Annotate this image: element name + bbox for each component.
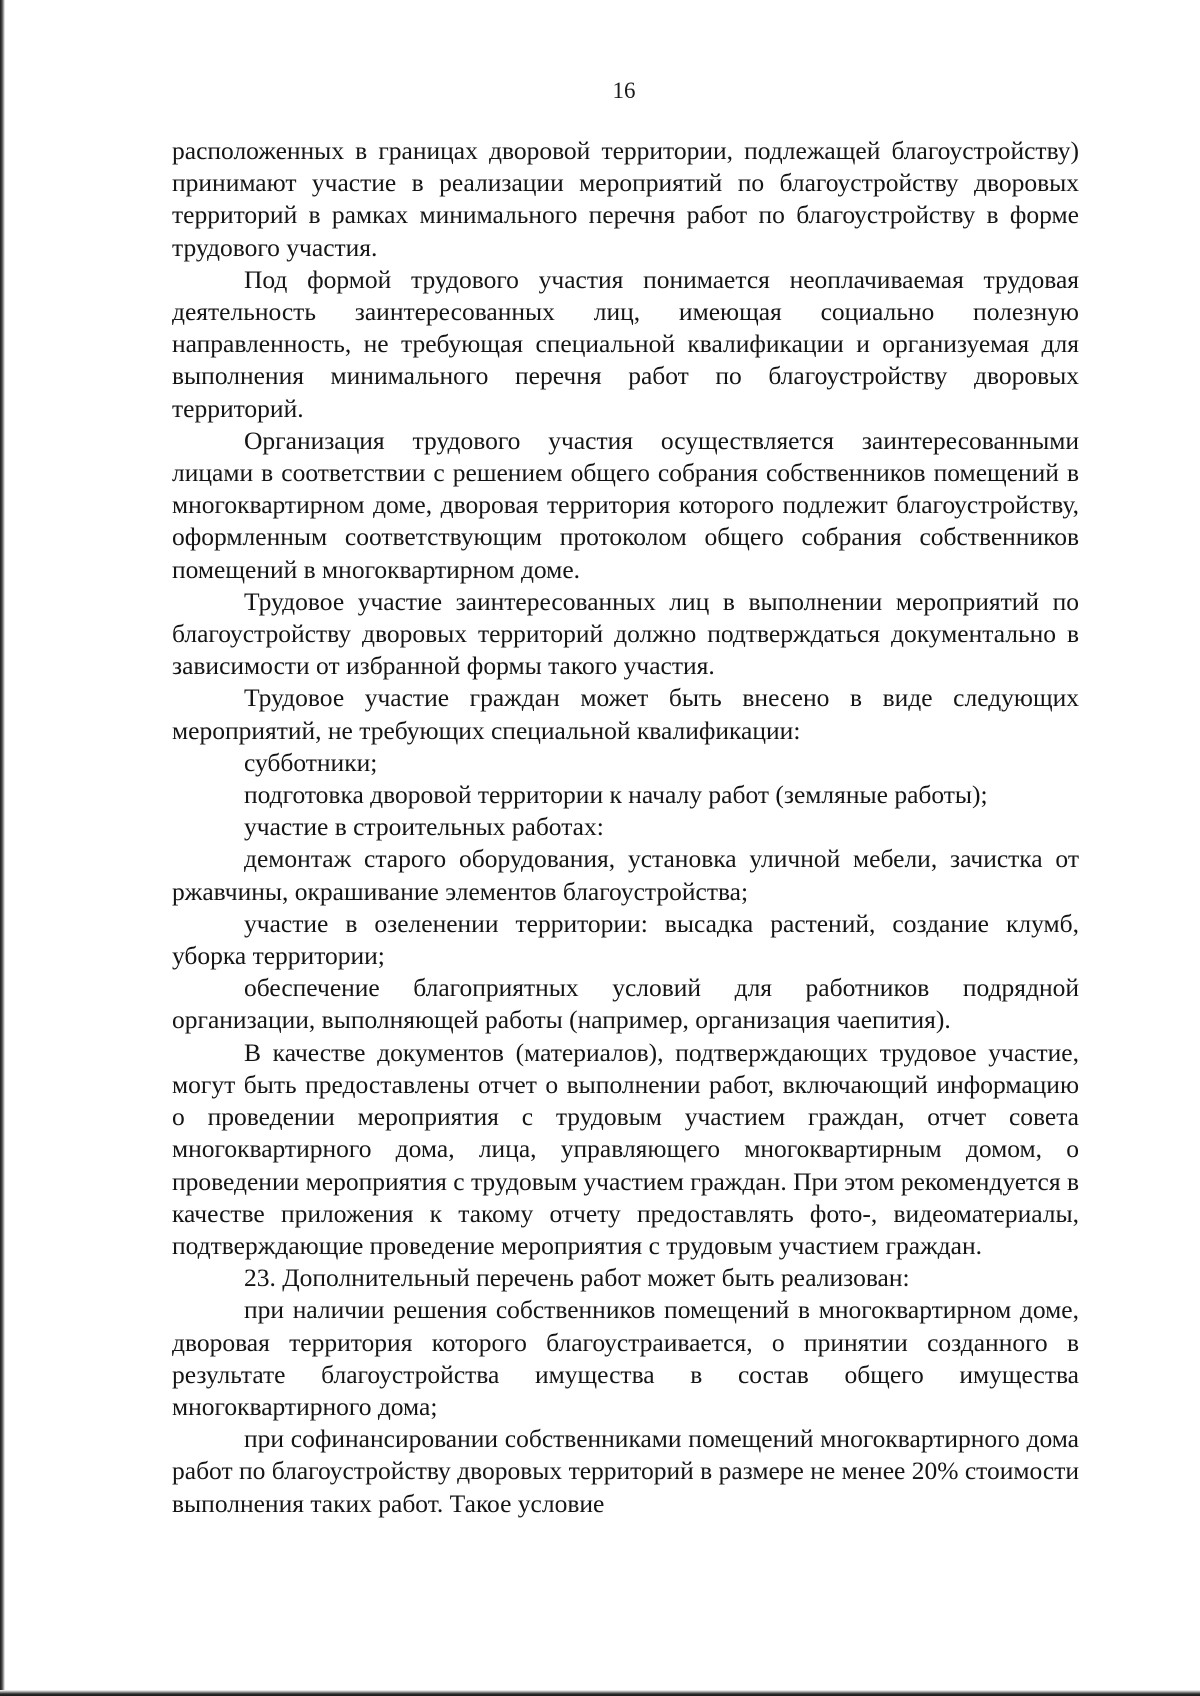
list-item: при наличии решения собственников помещений в многоквартирном доме, дворовая территория которого благоустраивается, о принятии созданного в результате благоустройства имущества в состав общего имущества многоквартирного дома; (172, 1295, 1079, 1421)
document-body (172, 135, 1079, 1520)
list-item: обеспечение благоприятных условий для работников подрядной организации, выполняющей работы (например, организация чаепития). (172, 973, 1079, 1035)
list-item: участие в озеленении территории: высадка растений, создание клумб, уборка территории; (172, 908, 1079, 971)
scan-edge-bottom (0, 1690, 1200, 1696)
list-item: субботники; (244, 747, 378, 777)
list-item: при софинансировании собственниками помещений многоквартирного дома работ по благоустройству дворовых территорий в размере не менее 20% стоимости выполнения таких работ. Такое условие (172, 1424, 1079, 1518)
scan-edge-left (0, 0, 5, 1696)
paragraph: Организация трудового участия осуществляется заинтересованными лицами в соответствии с решением общего собрания собственников помещений в многоквартирном доме, дворовая территория которого подлежит благоустройству, оформленным соответствующим протоколом общего собрания собственников помещений в многоквартирном доме. (172, 425, 1079, 584)
paragraph: Трудовое участие заинтересованных лиц в выполнении мероприятий по благоустройству дворовых территорий должно подтверждаться документально в зависимости от избранной формы такого участия. (172, 586, 1079, 681)
paragraph: Под формой трудового участия понимается неоплачиваемая трудовая деятельность заинтересованных лиц, имеющая социально полезную направленность, не требующая специальной квалификации и организуемая для выполнения минимального перечня работ по благоустройству дворовых территорий. (172, 264, 1079, 423)
paragraph: расположенных в границах дворовой территории, подлежащей благоустройству) принимают участие в реализации мероприятий по благоустройству дворовых территорий в рамках минимального перечня работ по благоустройству в форме трудового участия. (172, 136, 1079, 262)
paragraph: В качестве документов (материалов), подтверждающих трудовое участие, могут быть предоставлены отчет о выполнении работ, включающий информацию о проведении мероприятия с трудовым участием граждан, отчет совета многоквартирного дома, лица, управляющего многоквартирным домом, о проведении мероприятия с трудовым участием граждан. При этом рекомендуется в качестве приложения к такому отчету предоставлять фото-, видеоматериалы, подтверждающие проведение мероприятия с трудовым участием граждан. (172, 1037, 1079, 1260)
paragraph: Трудовое участие граждан может быть внесено в виде следующих мероприятий, не требующих специальной квалификации: (172, 683, 1079, 745)
section-heading-paragraph: 23. Дополнительный перечень работ может быть реализован: (244, 1263, 910, 1293)
list-item: демонтаж старого оборудования, установка уличной мебели, зачистка от ржавчины, окрашивание элементов благоустройства; (172, 844, 1079, 906)
page-number: 16 (612, 78, 636, 103)
list-item: участие в строительных работах: (244, 812, 604, 842)
list-item: подготовка дворовой территории к началу работ (земляные работы); (244, 780, 988, 810)
